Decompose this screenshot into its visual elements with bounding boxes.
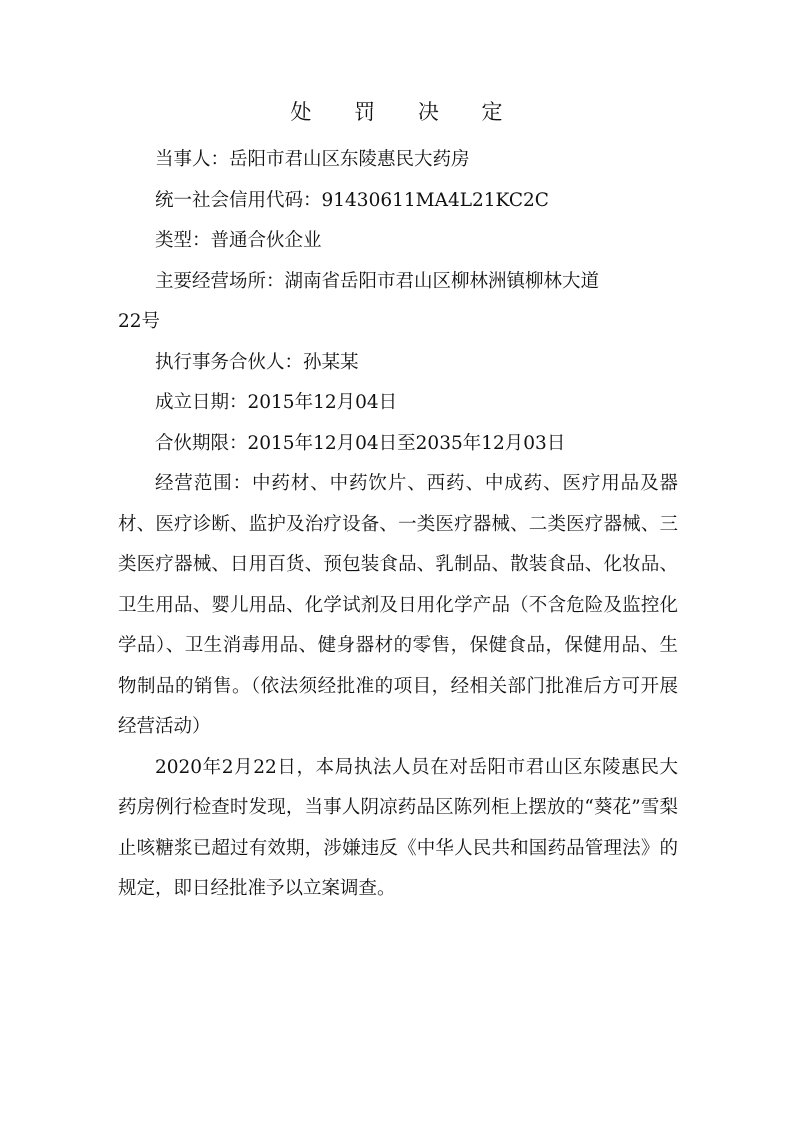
address-line-continued: 22号 — [118, 311, 161, 332]
document-title: 处 罚 决 定 — [290, 100, 521, 124]
party-line: 当事人：岳阳市君山区东陵惠民大药房 — [155, 149, 470, 170]
facts-paragraph: 2020年2月22日，本局执法人员在对岳阳市君山区东陵惠民大药房例行检查时发现，当事人阴凉药品区陈列柜上摆放的“葵花”雪梨止咳糖浆已超过有效期，涉嫌违反《中华人民共和国药品管理法》的规定，即日经批准予以立案调查。 — [118, 756, 678, 899]
address-line: 主要经营场所：湖南省岳阳市君山区柳林洲镇柳林大道 — [155, 270, 600, 292]
document-body — [118, 140, 678, 910]
type-line: 类型：普通合伙企业 — [155, 230, 322, 251]
credit-code-line: 统一社会信用代码：91430611MA4L21KC2C — [155, 189, 549, 211]
partner-line: 执行事务合伙人：孙某某 — [155, 351, 359, 373]
business-scope-paragraph: 经营范围：中药材、中药饮片、西药、中成药、医疗用品及器材、医疗诊断、监护及治疗设备、一类医疗器械、二类医疗器械、三类医疗器械、日用百货、预包装食品、乳制品、散装食品、化妆品、卫生用品、婴儿用品、化学试剂及日用化学产品（不含危险及监控化学品）、卫生消毒用品、健身器材的零售，保健食品，保健用品、生物制品的销售。（依法须经批准的项目，经相关部门批准后方可开展经营活动） — [118, 473, 678, 737]
term-line: 合伙期限：2015年12月04日至2035年12月03日 — [155, 432, 566, 454]
established-line: 成立日期：2015年12月04日 — [155, 392, 398, 413]
